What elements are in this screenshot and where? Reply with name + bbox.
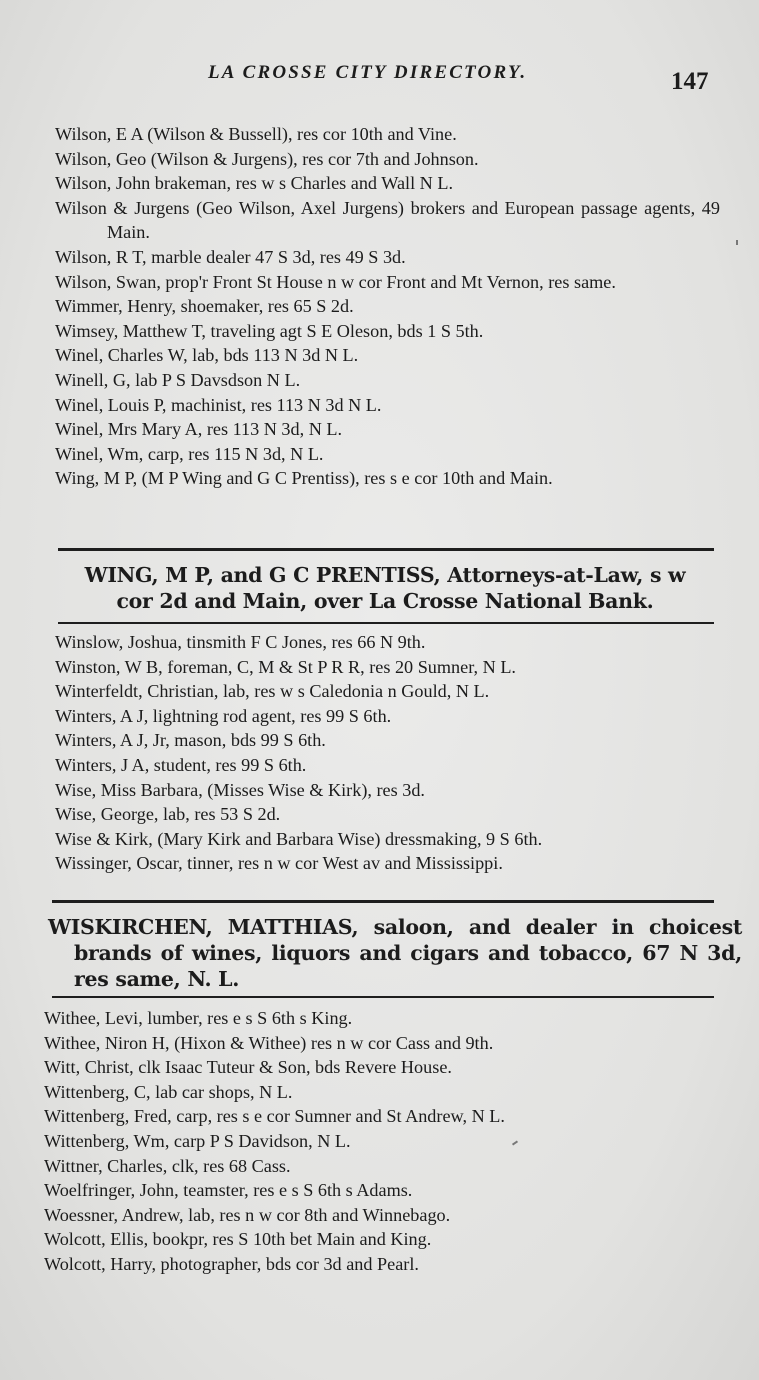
directory-entry: Wise & Kirk, (Mary Kirk and Barbara Wise) dressmaking, 9 S 6th. xyxy=(55,828,543,849)
directory-entry: Wolcott, Harry, photographer, bds cor 3d and Pearl. xyxy=(44,1253,419,1274)
directory-entry: Winterfeldt, Christian, lab, res w s Caledonia n Gould, N L. xyxy=(55,681,490,702)
directory-entry: Winslow, Joshua, tinsmith F C Jones, res 66 N 9th. xyxy=(55,632,426,652)
directory-entry: Wilson & Jurgens (Geo Wilson, Axel Jurgens) brokers and European passage agents, 49 Main. xyxy=(55,197,720,243)
directory-entry: Wise, George, lab, res 53 S 2d. xyxy=(55,804,281,825)
directory-entry: Wimsey, Matthew T, traveling agt S E Oleson, bds 1 S 5th. xyxy=(55,320,484,341)
directory-entry: Wilson, E A (Wilson & Bussell), res cor 10th and Vine. xyxy=(55,124,457,144)
advertisement-wing xyxy=(50,562,720,614)
directory-entry: Wittner, Charles, clk, res 68 Cass. xyxy=(44,1155,291,1176)
directory-entry: Winel, Charles W, lab, bds 113 N 3d N L. xyxy=(55,345,359,366)
directory-entry: Wilson, John brakeman, res w s Charles and Wall N L. xyxy=(55,173,454,194)
directory-entry: Withee, Niron H, (Hixon & Withee) res n w cor Cass and 9th. xyxy=(44,1032,494,1053)
entries-top xyxy=(55,122,720,491)
directory-entry: Wolcott, Ellis, bookpr, res S 10th bet Main and King. xyxy=(44,1229,432,1250)
directory-entry: Winters, J A, student, res 99 S 6th. xyxy=(55,754,307,775)
running-head xyxy=(0,60,759,94)
divider-rule xyxy=(52,996,714,998)
ad-line: WING, M P, and G C PRENTISS, Attorneys-at-Law, s w xyxy=(84,563,686,587)
ad-line: cor 2d and Main, over La Crosse National Bank. xyxy=(116,589,654,613)
directory-entry: Woelfringer, John, teamster, res e s S 6th s Adams. xyxy=(44,1180,413,1201)
directory-entry: Winters, A J, lightning rod agent, res 99 S 6th. xyxy=(55,705,392,726)
directory-entry: Wittenberg, Wm, carp P S Davidson, N L. xyxy=(44,1130,351,1151)
directory-entry: Wise, Miss Barbara, (Misses Wise & Kirk), res 3d. xyxy=(55,779,425,800)
directory-entry: Wissinger, Oscar, tinner, res n w cor West av and Mississippi. xyxy=(55,853,503,874)
directory-entry: Wittenberg, C, lab car shops, N L. xyxy=(44,1081,293,1102)
stray-mark xyxy=(736,240,738,245)
directory-entry: Winel, Louis P, machinist, res 113 N 3d N L. xyxy=(55,394,382,415)
directory-entry: Witt, Christ, clk Isaac Tuteur & Son, bds Revere House. xyxy=(44,1057,452,1078)
directory-entry: Wilson, Swan, prop'r Front St House n w cor Front and Mt Vernon, res same. xyxy=(55,271,616,292)
directory-entry: Wimmer, Henry, shoemaker, res 65 S 2d. xyxy=(55,296,354,317)
directory-entry: Wittenberg, Fred, carp, res s e cor Sumner and St Andrew, N L. xyxy=(44,1106,505,1127)
entries-middle xyxy=(55,630,720,876)
page-number: 147 xyxy=(671,68,709,95)
divider-rule xyxy=(52,900,714,903)
directory-entry: Wilson, Geo (Wilson & Jurgens), res cor 7th and Johnson. xyxy=(55,148,479,169)
directory-entry: Wing, M P, (M P Wing and G C Prentiss), res s e cor 10th and Main. xyxy=(55,468,553,489)
directory-entry: Woessner, Andrew, lab, res n w cor 8th and Winnebago. xyxy=(44,1204,451,1225)
divider-rule xyxy=(58,548,714,551)
directory-entry: Withee, Levi, lumber, res e s S 6th s King. xyxy=(44,1008,353,1028)
entries-bottom xyxy=(44,1006,716,1277)
directory-entry: Winell, G, lab P S Davsdson N L. xyxy=(55,369,301,390)
ad-text: WISKIRCHEN, MATTHIAS, saloon, and dealer in choicest brands of wines, liquors and cigars and tobacco, 67 N 3d, res same, N. L. xyxy=(48,915,742,991)
page-title: LA CROSSE CITY DIRECTORY. xyxy=(208,62,528,83)
advertisement-wiskirchen xyxy=(48,914,742,992)
directory-entry: Winel, Mrs Mary A, res 113 N 3d, N L. xyxy=(55,419,343,440)
directory-entry: Winston, W B, foreman, C, M & St P R R, res 20 Sumner, N L. xyxy=(55,656,516,677)
directory-entry: Wilson, R T, marble dealer 47 S 3d, res 49 S 3d. xyxy=(55,246,406,267)
directory-entry: Winel, Wm, carp, res 115 N 3d, N L. xyxy=(55,443,324,464)
directory-entry: Winters, A J, Jr, mason, bds 99 S 6th. xyxy=(55,730,326,751)
divider-rule xyxy=(58,622,714,624)
